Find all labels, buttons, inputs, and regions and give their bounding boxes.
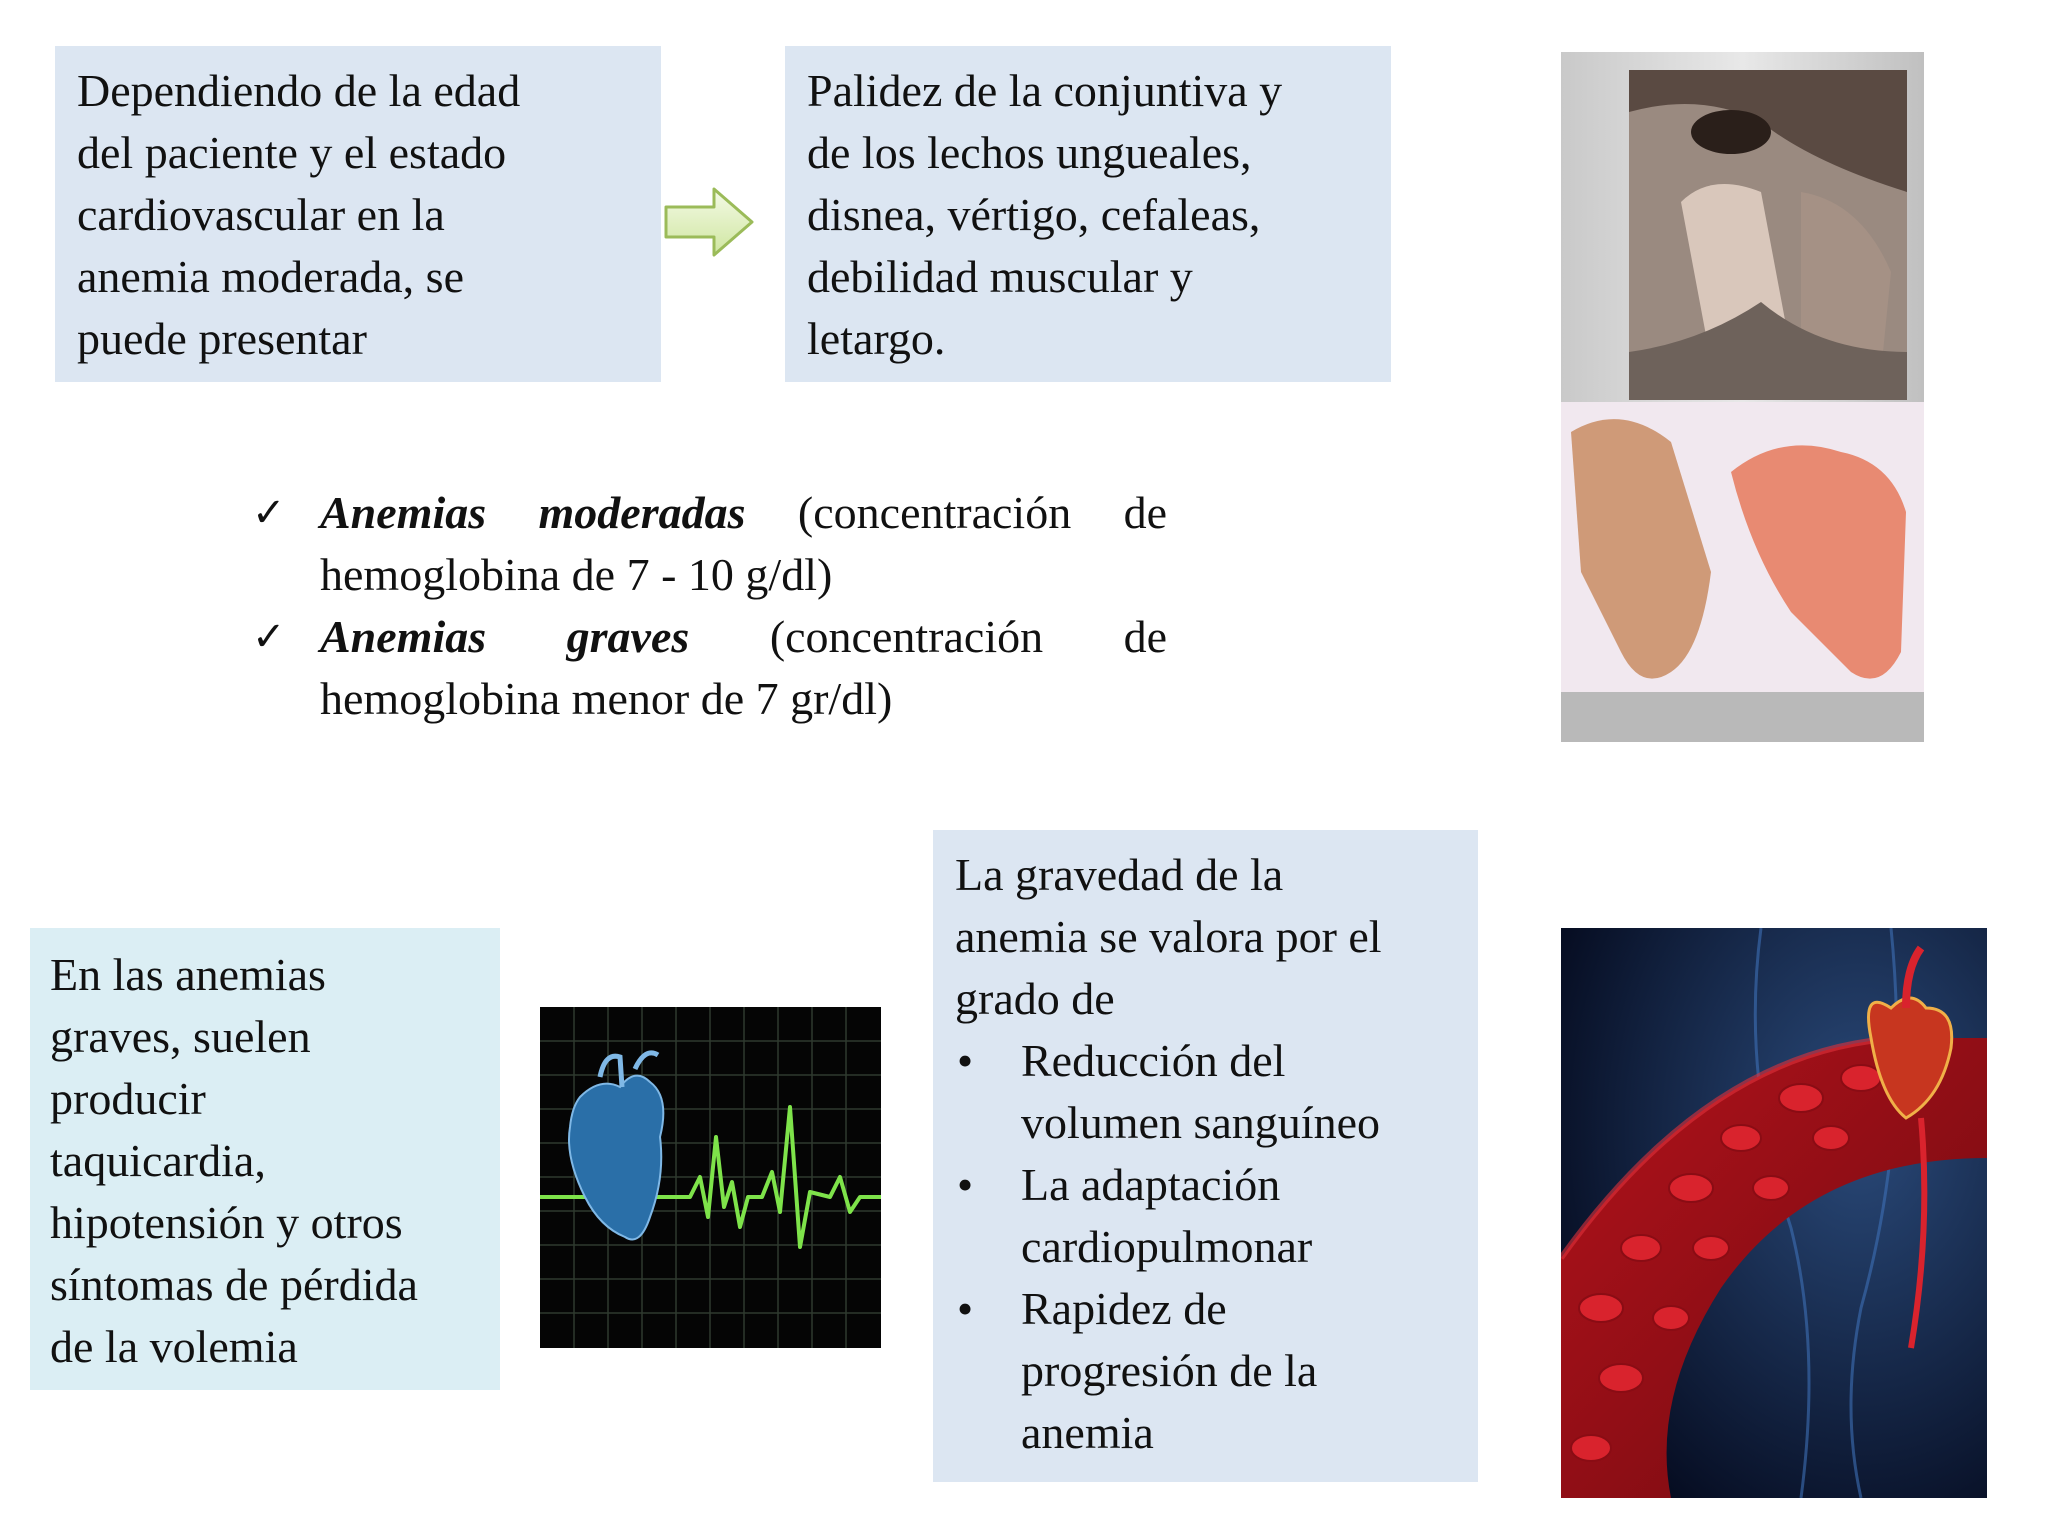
box-line: taquicardia, — [50, 1135, 266, 1186]
list-item-line: • Reducción del — [1021, 1035, 1286, 1086]
box-line: síntomas de pérdida — [50, 1259, 418, 1310]
list-item-term: Anemias graves — [320, 611, 690, 662]
box-line: disnea, vértigo, cefaleas, — [807, 189, 1261, 240]
box-line: anemia se valora por el — [955, 911, 1382, 962]
ecg-heart-image — [540, 1007, 881, 1348]
list-item — [955, 1278, 1456, 1464]
box-line: hipotensión y otros — [50, 1197, 403, 1248]
box-line: Palidez de la conjuntiva y — [807, 65, 1283, 116]
list-item — [252, 606, 1167, 730]
blood-circulation-art — [1561, 928, 1987, 1498]
box-line: debilidad muscular y — [807, 251, 1193, 302]
ecg-heart-art — [540, 1007, 881, 1348]
moderate-anemia-context-box — [55, 46, 661, 382]
box-line: graves, suelen — [50, 1011, 311, 1062]
box-line: producir — [50, 1073, 206, 1124]
anemia-classification-list — [252, 482, 1167, 730]
list-item-line: cardiopulmonar — [1021, 1221, 1313, 1272]
severe-anemia-effects-box — [30, 928, 500, 1390]
box-line: de la volemia — [50, 1321, 298, 1372]
box-line: Dependiendo de la edad — [77, 65, 521, 116]
box-line: La gravedad de la — [955, 849, 1284, 900]
right-arrow-icon — [662, 185, 757, 260]
list-item-line: • Rapidez de — [1021, 1283, 1227, 1334]
box-line: letargo. — [807, 313, 946, 364]
box-line: puede presentar — [77, 313, 367, 364]
list-item — [955, 1030, 1456, 1154]
list-item — [252, 482, 1167, 606]
list-item — [955, 1154, 1456, 1278]
list-item-line: progresión de la — [1021, 1345, 1318, 1396]
severity-criteria-list — [955, 1030, 1456, 1464]
pallor-photo-art — [1561, 52, 1924, 742]
list-item-line: volumen sanguíneo — [1021, 1097, 1380, 1148]
checkmark-icon: ✓ — [252, 614, 286, 660]
box-line: En las anemias — [50, 949, 326, 1000]
anemia-severity-criteria-box — [933, 830, 1478, 1482]
list-item-detail: (concentración de hemoglobina de 7 - 10 g/dl) — [320, 487, 1168, 600]
box-line: cardiovascular en la — [77, 189, 445, 240]
list-item-line: • La adaptación — [1021, 1159, 1281, 1210]
list-item-term: Anemias moderadas — [320, 487, 746, 538]
box-line: grado de — [955, 973, 1115, 1024]
box-line: anemia moderada, se — [77, 251, 464, 302]
blood-circulation-image — [1561, 928, 1987, 1498]
pallor-photo — [1561, 52, 1924, 742]
box-line: del paciente y el estado — [77, 127, 507, 178]
moderate-anemia-symptoms-box — [785, 46, 1391, 382]
list-item-detail: (concentración de hemoglobina menor de 7 gr/dl) — [320, 611, 1168, 724]
list-item-line: anemia — [1021, 1407, 1154, 1458]
box-line: de los lechos ungueales, — [807, 127, 1252, 178]
checkmark-icon: ✓ — [252, 490, 286, 536]
